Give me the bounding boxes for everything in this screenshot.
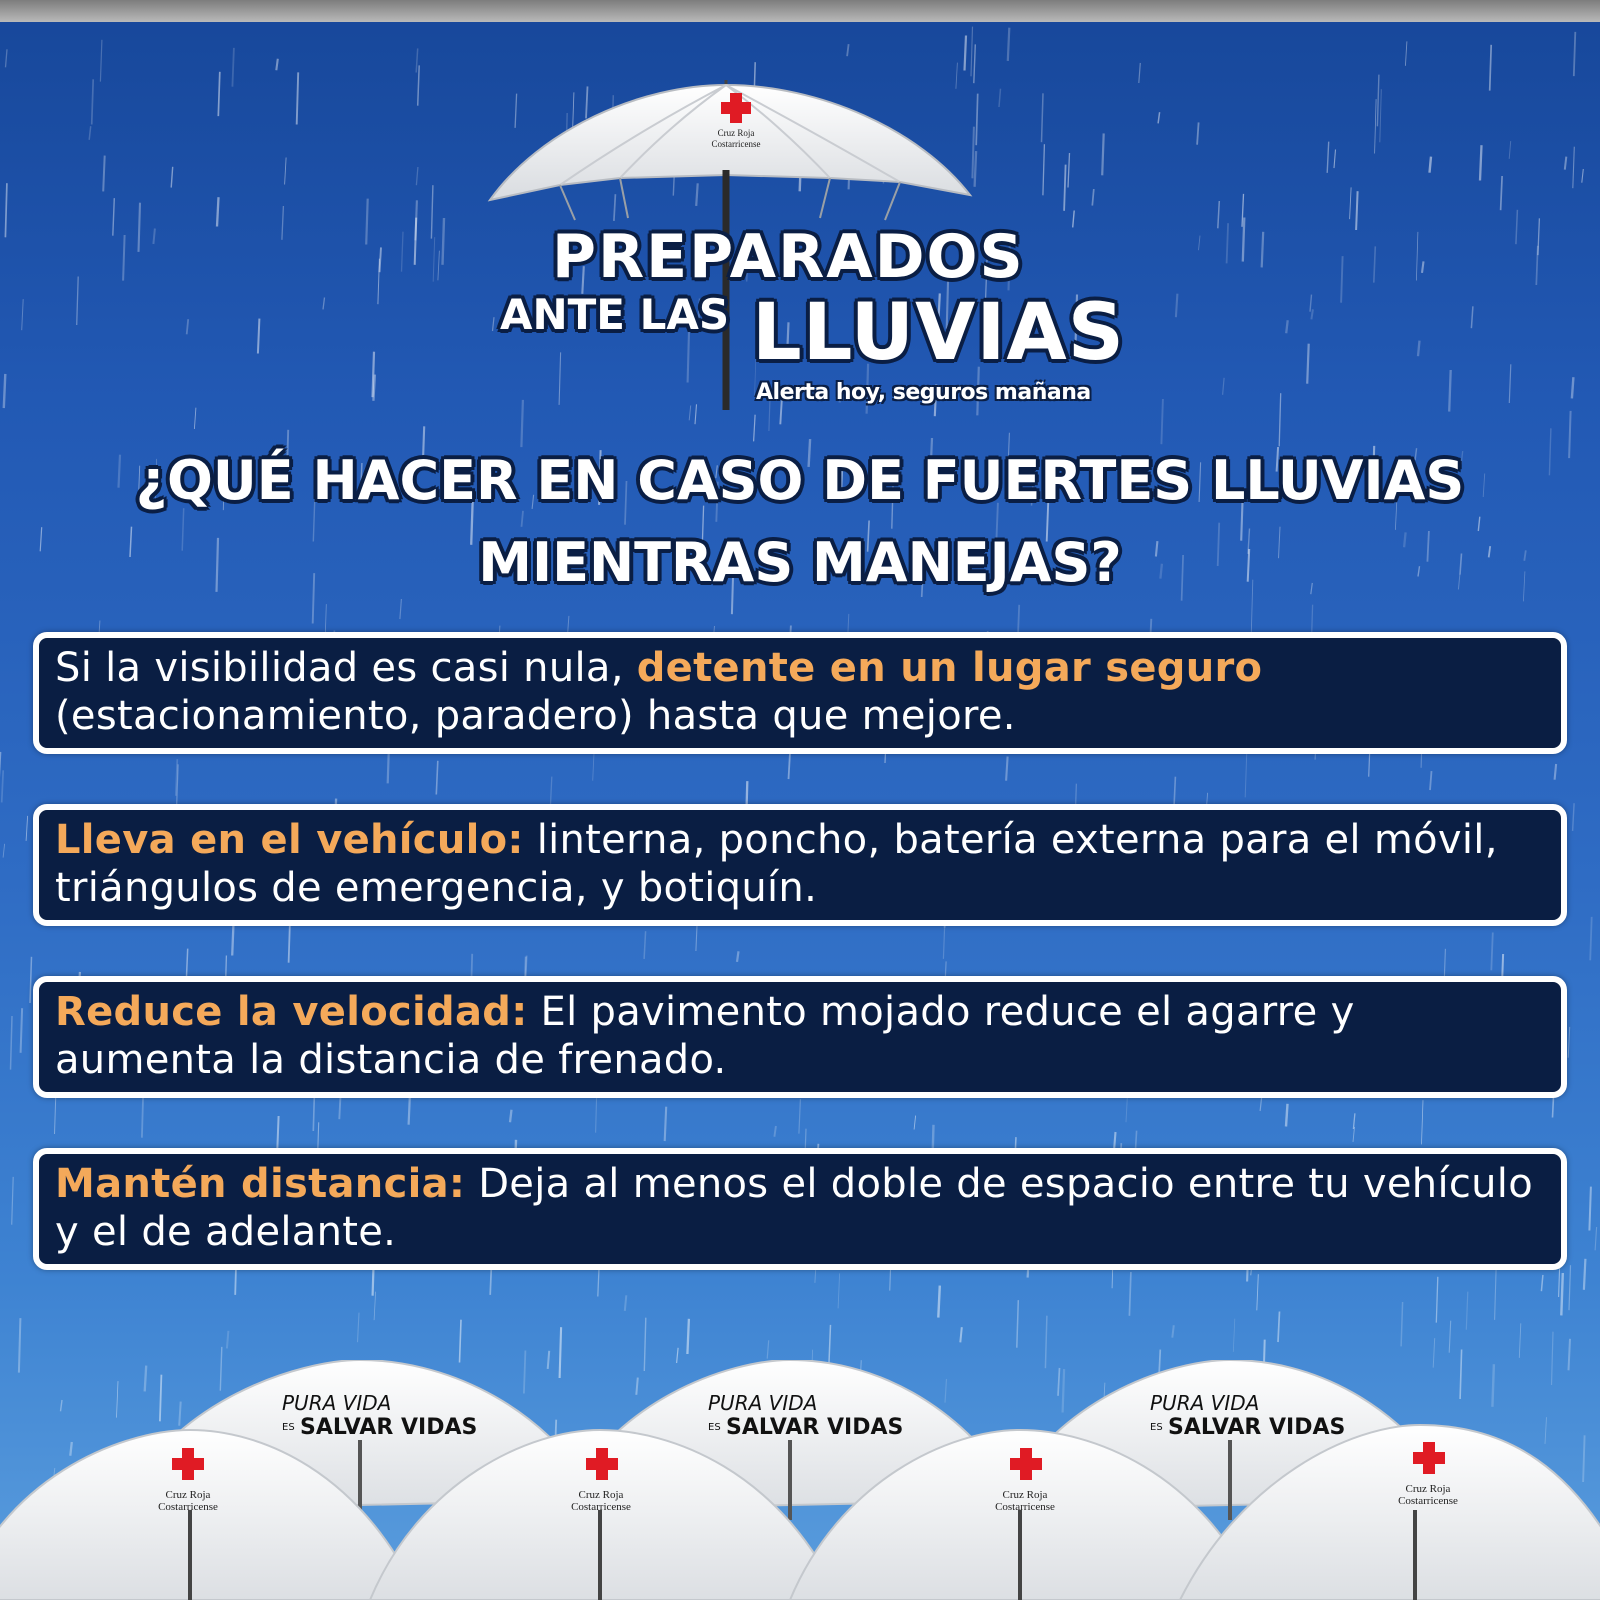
rain-streak — [1286, 1104, 1288, 1127]
rain-streak — [1561, 1273, 1563, 1315]
rain-streak — [21, 1008, 23, 1053]
rain-streak — [1260, 1098, 1262, 1111]
umbrella-logo-line2: Costarricense — [571, 1501, 631, 1513]
rain-streak — [774, 1126, 776, 1137]
rain-streak — [2, 770, 4, 802]
umbrella-logo-line2: Costarricense — [711, 139, 761, 149]
tip-highlight: Mantén distancia: — [55, 1161, 466, 1207]
rain-streak — [1422, 1100, 1424, 1144]
umbrella-logo-line1: Cruz Roja — [1405, 1483, 1451, 1495]
slogan-es: ES — [708, 1422, 721, 1433]
rain-streak — [737, 951, 739, 962]
rain-streak — [1595, 1227, 1597, 1250]
tip-card-vehicle-kit — [33, 804, 1567, 926]
bottom-umbrellas — [0, 1360, 1600, 1600]
rain-streak — [665, 1107, 667, 1141]
slogan-line1: PURA VIDA — [1150, 1391, 1260, 1415]
rain-streak — [1495, 1269, 1497, 1320]
rain-streak — [914, 1116, 916, 1130]
rain-streak — [227, 1331, 229, 1349]
slogan-line2: SALVAR VIDAS — [726, 1415, 904, 1440]
rain-streak — [1353, 1113, 1355, 1129]
tip-card-speed — [33, 976, 1567, 1098]
rain-streak — [1589, 1187, 1591, 1231]
rain-streak — [1466, 1292, 1468, 1330]
rain-streak — [358, 1313, 360, 1343]
rain-streak — [1449, 1321, 1451, 1353]
rain-streak — [1245, 754, 1247, 798]
umbrella-logo-line1: Cruz Roja — [1002, 1489, 1048, 1501]
rain-streak — [1129, 1272, 1131, 1316]
rain-streak — [1401, 1302, 1403, 1346]
umbrella-logo-line2: Costarricense — [995, 1501, 1055, 1513]
rain-streak — [1353, 1127, 1355, 1142]
umbrella-logo-line1: Cruz Roja — [165, 1489, 211, 1501]
rain-streak — [960, 1327, 962, 1342]
tip-highlight: Lleva en el vehículo: — [55, 817, 524, 863]
rain-streak — [625, 1295, 627, 1311]
rain-streak — [460, 1320, 462, 1363]
rain-streak — [510, 1110, 512, 1123]
rain-streak — [1569, 1265, 1571, 1310]
title-ante-las: ANTE LAS — [500, 290, 730, 339]
rain-streak — [1233, 1319, 1235, 1352]
tip-text: Deja al menos el doble de espacio entre tu vehículo y el de adelante. — [55, 1161, 1533, 1255]
rain-streak — [829, 1325, 831, 1363]
rain-streak — [26, 816, 28, 841]
tagline: Alerta hoy, seguros mañana — [756, 380, 1091, 405]
rain-streak — [644, 931, 646, 959]
rain-streak — [789, 753, 791, 779]
slogan-line2: SALVAR VIDAS — [1168, 1415, 1346, 1440]
rain-streak — [1573, 803, 1575, 831]
slogan-es: ES — [1150, 1422, 1163, 1433]
rain-streak — [1430, 771, 1432, 790]
rain-streak — [3, 844, 5, 858]
rain-streak — [1555, 764, 1557, 780]
title-preparados: PREPARADOS — [552, 222, 1025, 292]
tip-text: (estacionamiento, paradero) hasta que mejore. — [55, 693, 1016, 739]
rain-streak — [1519, 1323, 1521, 1358]
rain-streak — [799, 1099, 801, 1134]
tip-highlight: detente en un lugar seguro — [636, 645, 1263, 691]
rain-streak — [1006, 757, 1008, 781]
title-lluvias: LLUVIAS — [752, 288, 1125, 378]
rain-streak — [30, 957, 32, 1003]
question-line1: ¿QUÉ HACER EN CASO DE FUERTES LLUVIAS — [135, 449, 1465, 512]
question-line2: MIENTRAS MANEJAS? — [478, 531, 1122, 594]
rain-streak — [1436, 1277, 1438, 1323]
rain-streak — [1590, 917, 1592, 960]
rain-streak — [767, 1340, 769, 1358]
rain-streak — [1491, 933, 1493, 971]
tip-card-visibility — [33, 632, 1567, 754]
rain-streak — [687, 1319, 689, 1354]
rain-streak — [938, 1286, 940, 1318]
rain-streak — [1257, 1274, 1259, 1310]
title-block — [0, 0, 1600, 600]
question-heading — [0, 440, 1600, 604]
rain-streak — [1568, 1027, 1570, 1058]
slogan-line1: PURA VIDA — [708, 1391, 818, 1415]
rain-streak — [436, 761, 438, 795]
rain-streak — [1278, 1312, 1280, 1343]
tip-highlight: Reduce la velocidad: — [55, 989, 528, 1035]
rain-streak — [838, 1273, 840, 1308]
umbrella-logo-line2: Costarricense — [158, 1501, 218, 1513]
tip-text: Si la visibilidad es casi nula, — [55, 645, 637, 691]
slogan-es: ES — [282, 1422, 295, 1433]
tip-card-distance — [33, 1148, 1567, 1270]
slogan-line1: PURA VIDA — [282, 1391, 392, 1415]
rain-streak — [374, 1292, 376, 1320]
rain-streak — [1584, 1259, 1586, 1290]
tip-text: linterna, poncho, batería externa para el móvil, triángulos de emergencia, y botiquín. — [55, 817, 1498, 911]
umbrella-logo-line1: Cruz Roja — [578, 1489, 624, 1501]
rain-streak — [1541, 1275, 1543, 1291]
rain-streak — [12, 1177, 14, 1225]
slogan-line2: SALVAR VIDAS — [300, 1415, 478, 1440]
rain-streak — [1172, 1325, 1174, 1337]
tip-text: El pavimento mojado reduce el agarre y aumenta la distancia de frenado. — [55, 989, 1355, 1083]
rain-streak — [1017, 1300, 1019, 1348]
umbrella-logo-line1: Cruz Roja — [717, 128, 755, 138]
umbrella-logo-line2: Costarricense — [1398, 1495, 1458, 1507]
rain-streak — [11, 1016, 13, 1070]
